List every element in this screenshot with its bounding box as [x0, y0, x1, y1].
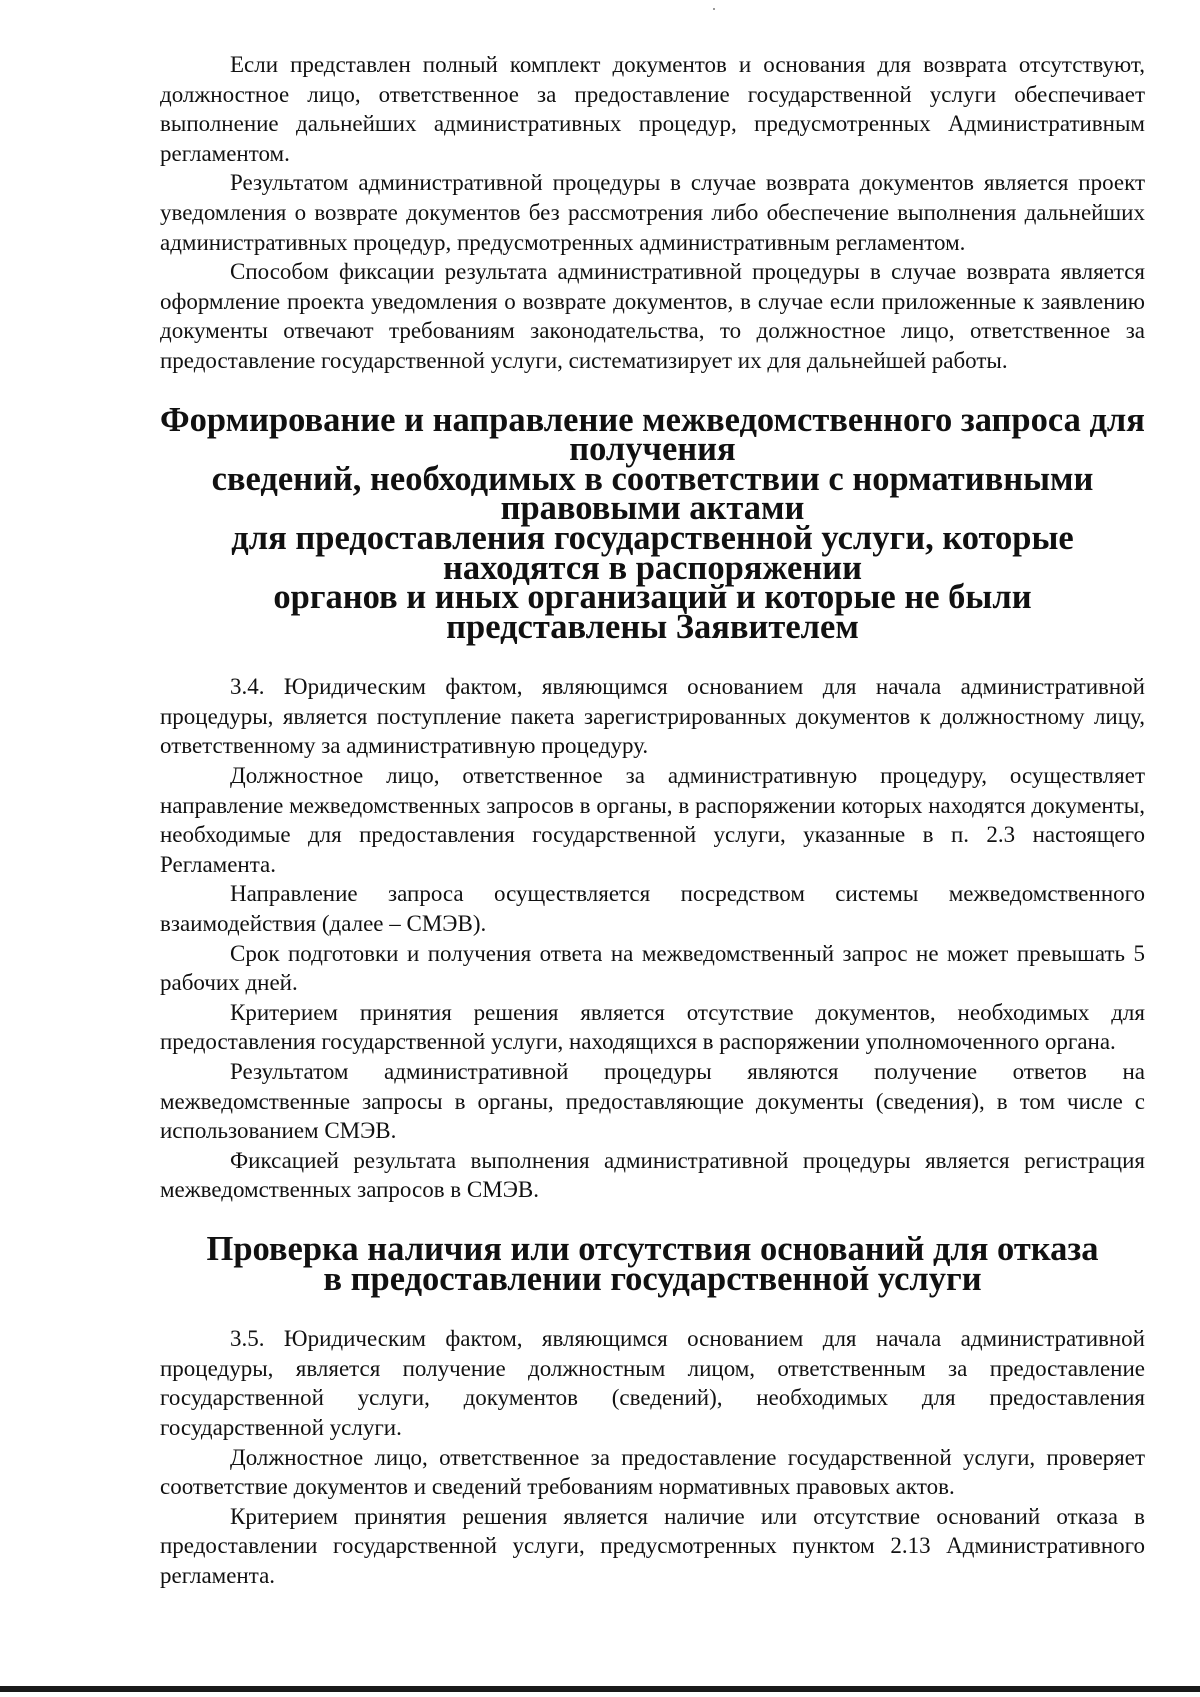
heading-line: Проверка наличия или отсутствия оснований для отказа	[206, 1229, 1099, 1268]
paragraph: Срок подготовки и получения ответа на межведомственный запрос не может превышать 5 рабочих дней.	[160, 940, 1145, 996]
section-heading-refusal-check	[160, 1229, 1145, 1298]
paragraph: Результатом административной процедуры в случае возврата документов является проект уведомления о возврате документов без рассмотрения либо обеспечение выполнения дальнейших административных процедур, предусмотренных административным регламентом.	[160, 170, 1145, 255]
heading-line: Формирование и направление межведомственного запроса для получения	[160, 400, 1145, 469]
heading-line: в предоставлении государственной услуги	[323, 1259, 982, 1298]
paragraph: Если представлен полный комплект документов и основания для возврата отсутствуют, должностное лицо, ответственное за предоставление государственной услуги обеспечивает выполнение дальнейших административных процедур, предусмотренных Административным регламентом.	[160, 52, 1145, 166]
paragraph: Должностное лицо, ответственное за предоставление государственной услуги, проверяет соответствие документов и сведений требованиям нормативных правовых актов.	[160, 1444, 1145, 1500]
paragraph: Направление запроса осуществляется посредством системы межведомственного взаимодействия (далее – СМЭВ).	[160, 881, 1145, 937]
paragraph: 3.5. Юридическим фактом, являющимся основанием для начала административной процедуры, является получение должностным лицом, ответственным за предоставление государственной услуги, документов (сведений), необходимых для предоставления государственной услуги.	[160, 1326, 1145, 1440]
paragraph: Критерием принятия решения является наличие или отсутствие оснований отказа в предоставлении государственной услуги, предусмотренных пунктом 2.13 Административного регламента.	[160, 1503, 1145, 1588]
paragraph: Фиксацией результата выполнения административной процедуры является регистрация межведомственных запросов в СМЭВ.	[160, 1147, 1145, 1203]
section-return-documents	[160, 50, 1145, 376]
paragraph: Должностное лицо, ответственное за административную процедуру, осуществляет направление межведомственных запросов в органы, в распоряжении которых находятся документы, необходимые для предоставления государственной услуги, указанные в п. 2.3 настоящего Регламента.	[160, 763, 1145, 877]
document-page	[160, 50, 1145, 1591]
heading-line: сведений, необходимых в соответствии с нормативными правовыми актами	[211, 459, 1094, 528]
section-refusal-check	[160, 1324, 1145, 1590]
section-interagency-request	[160, 672, 1145, 1205]
paragraph: Результатом административной процедуры являются получение ответов на межведомственные запросы в органы, предоставляющие документы (сведения), в том числе с использованием СМЭВ.	[160, 1059, 1145, 1144]
scan-speck	[713, 8, 715, 10]
heading-line: органов и иных организаций и которые не были представлены Заявителем	[273, 578, 1032, 646]
paragraph: Критерием принятия решения является отсутствие документов, необходимых для предоставления государственной услуги, находящихся в распоряжении уполномоченного органа.	[160, 999, 1145, 1055]
heading-line: для предоставления государственной услуги, которые находятся в распоряжении	[231, 518, 1074, 587]
paragraph: Способом фиксации результата административной процедуры в случае возврата является оформление проекта уведомления о возврате документов, в случае если приложенные к заявлению документы отвечают требованиям законодательства, то должностное лицо, ответственное за предоставление государственной услуги, систематизирует их для дальнейшей работы.	[160, 259, 1145, 373]
paragraph: 3.4. Юридическим фактом, являющимся основанием для начала административной процедуры, является поступление пакета зарегистрированных документов к должностному лицу, ответственному за административную процедуру.	[160, 674, 1145, 759]
section-heading-interagency-request	[160, 400, 1145, 646]
page-bottom-edge	[0, 1686, 1200, 1692]
